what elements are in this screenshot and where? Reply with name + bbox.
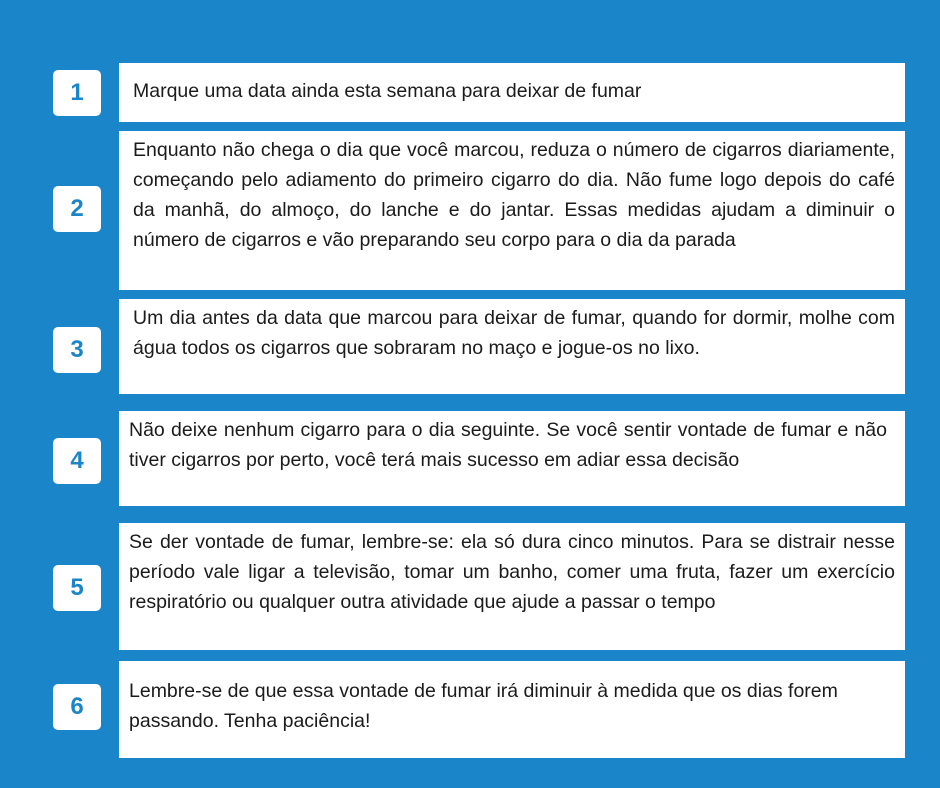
- step-2-card: [119, 131, 905, 290]
- step-4-number: 4: [53, 438, 101, 484]
- step-3-number: 3: [53, 327, 101, 373]
- step-1-card: [119, 63, 905, 122]
- step-6-text: Lembre-se de que essa vontade de fumar irá diminuir à medida que os dias forem passando. Tenha paciência!: [129, 680, 838, 732]
- step-5-text: Se der vontade de fumar, lembre-se: ela só dura cinco minutos. Para se distrair nesse período vale ligar a televisão, tomar um banho, comer uma fruta, fazer um exercício respiratório ou qualquer outra atividade que ajude a passar o tempo: [129, 531, 895, 613]
- step-6-number: 6: [53, 684, 101, 730]
- step-2-number: 2: [53, 186, 101, 232]
- step-3-text: Um dia antes da data que marcou para deixar de fumar, quando for dormir, molhe com água todos os cigarros que sobraram no maço e jogue-os no lixo.: [133, 307, 895, 359]
- step-3-card: [119, 299, 905, 394]
- step-5-number: 5: [53, 565, 101, 611]
- step-4-text: Não deixe nenhum cigarro para o dia seguinte. Se você sentir vontade de fumar e não tiver cigarros por perto, você terá mais sucesso em adiar essa decisão: [129, 419, 887, 471]
- step-1-number: 1: [53, 70, 101, 116]
- step-4-card: [119, 411, 905, 506]
- step-5-card: [119, 523, 905, 650]
- step-2-text: Enquanto não chega o dia que você marcou, reduza o número de cigarros diariamente, começando pelo adiamento do primeiro cigarro do dia. Não fume logo depois do café da manhã, do almoço, do lanche e do jantar. Essas medidas ajudam a diminuir o número de cigarros e vão preparando seu corpo para o dia da parada: [133, 139, 895, 251]
- step-6-card: [119, 661, 905, 758]
- step-1-text: Marque uma data ainda esta semana para deixar de fumar: [133, 80, 642, 102]
